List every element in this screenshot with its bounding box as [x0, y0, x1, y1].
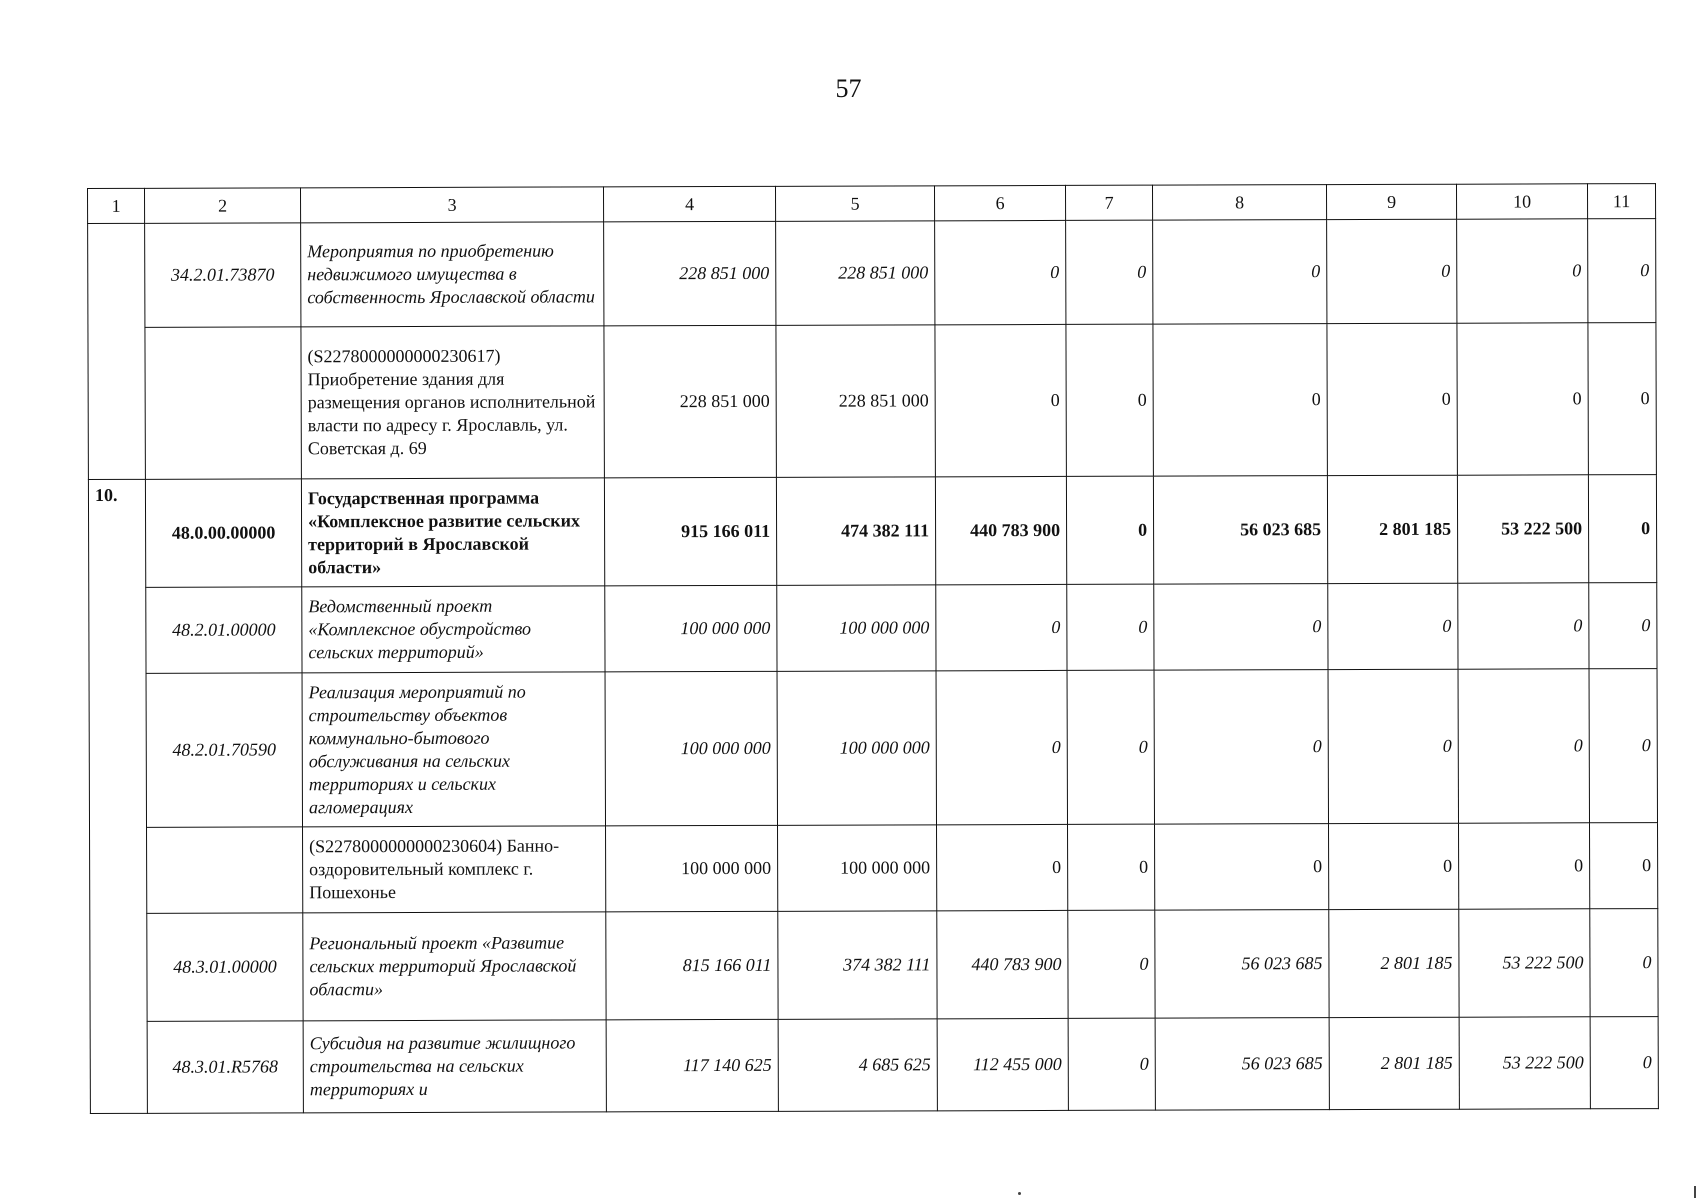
amount-cell-col-10: 0: [1458, 669, 1589, 823]
amount-cell-col-7: 0: [1067, 584, 1154, 670]
amount-cell-col-8: 56 023 685: [1155, 910, 1329, 1019]
row-number-cell: 10.: [88, 479, 147, 1113]
amount-cell-col-9: 0: [1328, 669, 1458, 823]
amount-cell-col-7: 0: [1068, 824, 1155, 910]
amount-cell-col-10: 53 222 500: [1459, 1017, 1590, 1109]
amount-cell-col-9: 0: [1329, 823, 1459, 909]
amount-cell-col-8: 0: [1153, 220, 1327, 325]
amount-cell-col-8: 56 023 685: [1155, 1018, 1329, 1111]
amount-cell-col-5: 100 000 000: [777, 585, 936, 671]
header-cell-8: 8: [1152, 185, 1326, 221]
budget-code-cell: [145, 327, 301, 479]
amount-cell-col-7: 0: [1068, 910, 1155, 1018]
table-row: [88, 219, 1656, 328]
amount-cell-col-8: 0: [1154, 670, 1328, 825]
amount-cell-col-8: 0: [1155, 824, 1329, 911]
header-cell-6: 6: [934, 185, 1065, 220]
amount-cell-col-4: 228 851 000: [604, 325, 776, 478]
item-name-cell: Государственная программа «Комплексное развитие сельских территорий в Ярославской области»: [301, 478, 604, 587]
amount-cell-col-10: 53 222 500: [1459, 909, 1590, 1017]
amount-cell-col-11: 0: [1588, 323, 1656, 475]
item-name-cell: Ведомственный проект «Комплексное обустройство сельских территорий»: [302, 586, 605, 673]
header-cell-9: 9: [1326, 184, 1456, 219]
budget-code-cell: 48.2.01.70590: [146, 673, 302, 827]
amount-cell-col-10: 0: [1458, 583, 1589, 669]
amount-cell-col-4: 228 851 000: [604, 221, 776, 326]
amount-cell-col-5: 4 685 625: [778, 1019, 937, 1111]
budget-table: [87, 183, 1659, 1114]
row-number-cell: [88, 223, 146, 479]
amount-cell-col-9: 2 801 185: [1327, 475, 1457, 583]
header-cell-7: 7: [1065, 185, 1152, 220]
item-name-cell: Реализация мероприятий по строительству объектов коммунально-бытового обслуживания на сельских территориях и сельских агломерациях: [302, 672, 605, 827]
header-cell-10: 10: [1456, 184, 1587, 219]
amount-cell-col-11: 0: [1589, 669, 1657, 823]
amount-cell-col-6: 0: [935, 220, 1066, 324]
amount-cell-col-7: 0: [1066, 476, 1153, 584]
amount-cell-col-7: 0: [1066, 220, 1153, 324]
amount-cell-col-10: 53 222 500: [1457, 475, 1588, 583]
amount-cell-col-4: 100 000 000: [605, 585, 777, 672]
budget-code-cell: [147, 827, 303, 913]
amount-cell-col-11: 0: [1589, 583, 1657, 669]
amount-cell-col-5: 100 000 000: [777, 671, 936, 825]
amount-cell-col-8: 0: [1154, 584, 1328, 671]
header-cell-5: 5: [775, 186, 934, 221]
amount-cell-col-9: 2 801 185: [1329, 909, 1459, 1017]
header-cell-2: 2: [145, 188, 301, 223]
scan-edge-mark: [1694, 1186, 1696, 1198]
amount-cell-col-11: 0: [1590, 1017, 1658, 1109]
amount-cell-col-9: 0: [1327, 323, 1457, 475]
amount-cell-col-10: 0: [1459, 823, 1590, 909]
header-cell-3: 3: [301, 187, 604, 223]
amount-cell-col-5: 374 382 111: [778, 911, 937, 1019]
page-number: 57: [835, 74, 862, 103]
amount-cell-col-6: 440 783 900: [937, 910, 1068, 1018]
item-name-cell: Субсидия на развитие жилищного строительства на сельских территориях и: [303, 1020, 606, 1113]
amount-cell-col-5: 100 000 000: [778, 825, 937, 911]
amount-cell-col-10: 0: [1457, 219, 1588, 323]
table-row: [90, 1017, 1658, 1114]
amount-cell-col-7: 0: [1067, 670, 1154, 824]
item-name-cell: Мероприятия по приобретению недвижимого имущества в собственность Ярославской области: [301, 222, 604, 327]
amount-cell-col-11: 0: [1588, 475, 1656, 583]
amount-cell-col-6: 0: [937, 824, 1068, 910]
amount-cell-col-6: 0: [936, 584, 1067, 670]
amount-cell-col-6: 0: [936, 670, 1067, 824]
header-cell-1: 1: [88, 188, 145, 223]
item-name-cell: Региональный проект «Развитие сельских территорий Ярославской области»: [303, 912, 606, 1021]
amount-cell-col-10: 0: [1457, 323, 1588, 475]
table-row: [89, 583, 1657, 674]
budget-code-cell: 48.0.00.00000: [145, 479, 301, 587]
budget-code-cell: 34.2.01.73870: [145, 223, 301, 327]
header-cell-4: 4: [603, 186, 775, 222]
amount-cell-col-11: 0: [1590, 823, 1658, 909]
amount-cell-col-4: 915 166 011: [604, 477, 776, 586]
amount-cell-col-7: 0: [1068, 1018, 1155, 1110]
item-name-cell: (S2278000000000230617) Приобретение здания для размещения органов исполнительной власти по адресу г. Ярославль, ул. Советская д. 69: [301, 326, 604, 479]
amount-cell-col-5: 474 382 111: [776, 477, 935, 585]
amount-cell-col-5: 228 851 000: [776, 221, 935, 325]
amount-cell-col-6: 440 783 900: [935, 476, 1066, 584]
budget-code-cell: 48.2.01.00000: [146, 587, 302, 673]
table-body: [88, 219, 1659, 1114]
amount-cell-col-11: 0: [1590, 909, 1658, 1017]
budget-code-cell: 48.3.01.R5768: [147, 1021, 303, 1113]
amount-cell-col-9: 0: [1328, 583, 1458, 669]
amount-cell-col-9: 2 801 185: [1329, 1017, 1459, 1109]
amount-cell-col-6: 112 455 000: [937, 1018, 1068, 1110]
table-row: [88, 323, 1656, 480]
amount-cell-col-7: 0: [1066, 324, 1153, 476]
amount-cell-col-6: 0: [935, 324, 1066, 476]
amount-cell-col-8: 0: [1153, 324, 1327, 477]
amount-cell-col-4: 100 000 000: [605, 671, 777, 826]
header-row: [88, 184, 1656, 224]
table-row: [88, 475, 1656, 588]
amount-cell-col-4: 815 166 011: [606, 911, 778, 1020]
table-row: [90, 823, 1658, 914]
amount-cell-col-9: 0: [1327, 219, 1457, 323]
table-row: [89, 669, 1657, 828]
amount-cell-col-5: 228 851 000: [776, 325, 935, 477]
amount-cell-col-4: 117 140 625: [606, 1019, 778, 1112]
budget-code-cell: 48.3.01.00000: [147, 913, 303, 1021]
amount-cell-col-8: 56 023 685: [1153, 476, 1327, 585]
item-name-cell: (S2278000000000230604) Банно-оздоровительный комплекс г. Пошехонье: [303, 826, 606, 913]
amount-cell-col-4: 100 000 000: [606, 825, 778, 912]
scan-speck: [1018, 1192, 1021, 1195]
header-cell-11: 11: [1587, 184, 1655, 219]
table-row: [90, 909, 1658, 1022]
amount-cell-col-11: 0: [1588, 219, 1656, 323]
